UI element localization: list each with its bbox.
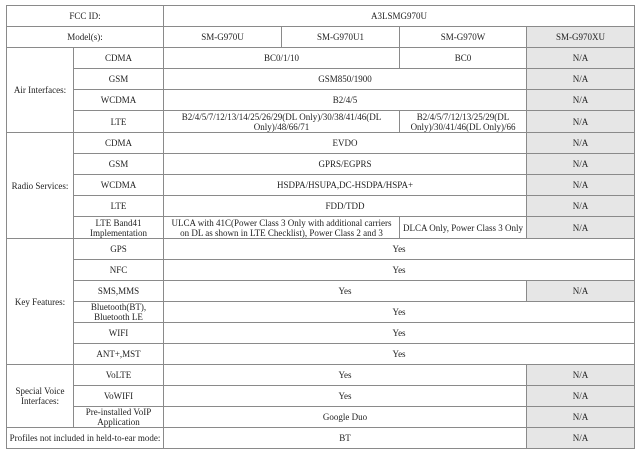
cell-value: Yes: [164, 344, 635, 365]
row-label: GSM: [74, 154, 164, 175]
row-label: GPS: [74, 239, 164, 260]
na-cell: N/A: [527, 133, 635, 154]
na-cell: N/A: [527, 111, 635, 133]
row-label: WCDMA: [74, 90, 164, 111]
cell-value: BC0/1/10: [164, 48, 400, 69]
models-label: Model(s):: [7, 27, 164, 48]
model-name: SM-G970W: [400, 27, 527, 48]
row-label: WCDMA: [74, 175, 164, 196]
row-label: VoWIFI: [74, 386, 164, 407]
cell-value: EVDO: [164, 133, 527, 154]
cell-value: B2/4/5/7/12/13/14/25/26/29(DL Only)/30/38/41/46(DL Only)/48/66/71: [164, 111, 400, 133]
cell-value: Yes: [164, 281, 527, 302]
row-label: LTE: [74, 196, 164, 217]
na-cell: N/A: [527, 281, 635, 302]
row-label: Bluetooth(BT), Bluetooth LE: [74, 302, 164, 323]
cell-value: GSM850/1900: [164, 69, 527, 90]
special-voice-group: Special Voice Interfaces:: [7, 365, 74, 428]
fcc-id-value: A3LSMG970U: [164, 6, 635, 27]
key-features-group: Key Features:: [7, 239, 74, 365]
na-cell: N/A: [527, 90, 635, 111]
na-cell: N/A: [527, 69, 635, 90]
row-label: VoLTE: [74, 365, 164, 386]
row-label: CDMA: [74, 133, 164, 154]
na-cell: N/A: [527, 48, 635, 69]
na-cell: N/A: [527, 154, 635, 175]
cell-value: Yes: [164, 239, 635, 260]
na-cell: N/A: [527, 196, 635, 217]
model-name: SM-G970XU: [527, 27, 635, 48]
cell-value: BT: [164, 428, 527, 449]
fcc-id-label: FCC ID:: [7, 6, 164, 27]
fcc-spec-table: [6, 5, 635, 449]
model-name: SM-G970U1: [282, 27, 400, 48]
row-label: CDMA: [74, 48, 164, 69]
row-label: Pre-installed VoIP Application: [74, 407, 164, 428]
cell-value: Yes: [164, 323, 635, 344]
row-label: LTE Band41 Implementation: [74, 217, 164, 239]
cell-value: GPRS/EGPRS: [164, 154, 527, 175]
row-label: ANT+,MST: [74, 344, 164, 365]
cell-value: Yes: [164, 386, 527, 407]
na-cell: N/A: [527, 428, 635, 449]
profiles-label: Profiles not included in held-to-ear mode:: [7, 428, 164, 449]
row-label: GSM: [74, 69, 164, 90]
na-cell: N/A: [527, 386, 635, 407]
radio-services-group: Radio Services:: [7, 133, 74, 239]
model-name: SM-G970U: [164, 27, 282, 48]
na-cell: N/A: [527, 175, 635, 196]
na-cell: N/A: [527, 365, 635, 386]
cell-value: Yes: [164, 365, 527, 386]
cell-value: B2/4/5/7/12/13/25/29(DL Only)/30/41/46(DL Only)/66: [400, 111, 527, 133]
cell-value: Yes: [164, 260, 635, 281]
row-label: LTE: [74, 111, 164, 133]
cell-value: Google Duo: [164, 407, 527, 428]
cell-value: BC0: [400, 48, 527, 69]
cell-value: B2/4/5: [164, 90, 527, 111]
row-label: NFC: [74, 260, 164, 281]
row-label: SMS,MMS: [74, 281, 164, 302]
air-interfaces-group: Air Interfaces:: [7, 48, 74, 133]
cell-value: HSDPA/HSUPA,DC-HSDPA/HSPA+: [164, 175, 527, 196]
na-cell: N/A: [527, 407, 635, 428]
cell-value: DLCA Only, Power Class 3 Only: [400, 217, 527, 239]
cell-value: ULCA with 41C(Power Class 3 Only with additional carriers on DL as shown in LTE Checklist), Power Class 2 and 3: [164, 217, 400, 239]
na-cell: N/A: [527, 217, 635, 239]
row-label: WIFI: [74, 323, 164, 344]
cell-value: Yes: [164, 302, 635, 323]
cell-value: FDD/TDD: [164, 196, 527, 217]
